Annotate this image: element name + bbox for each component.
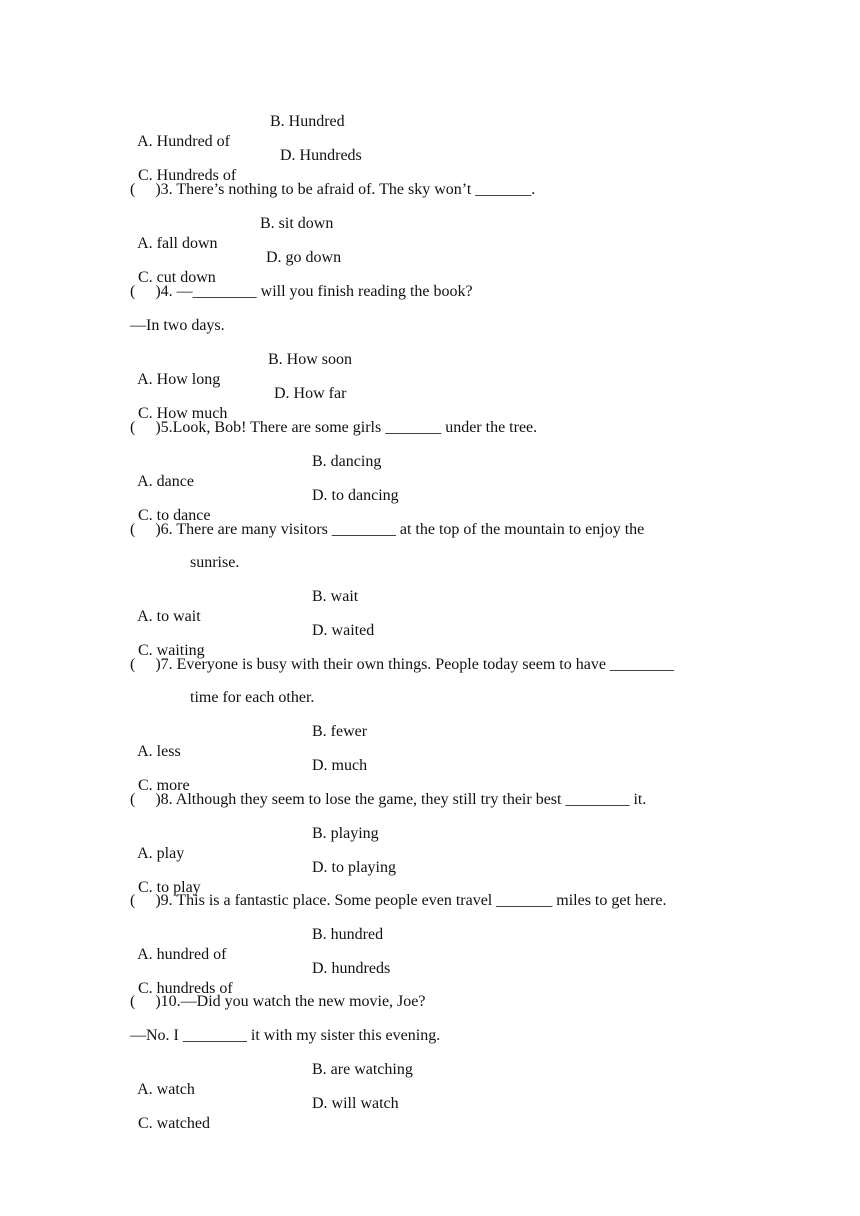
- option-b: B. fewer: [312, 723, 368, 740]
- option-a: A. watch: [137, 1081, 195, 1098]
- option-b: B. How soon: [268, 351, 353, 368]
- option-c: C. cut down: [138, 269, 216, 286]
- option-line: [130, 1094, 399, 1154]
- option-a: A. Hundred of: [137, 133, 230, 150]
- option-a: A. less: [137, 743, 181, 760]
- question-6: ( )6. There are many visitors ________ at the top of the mountain to enjoy the: [130, 521, 645, 538]
- option-c: C. How much: [138, 405, 228, 422]
- question-10: ( )10.—Did you watch the new movie, Joe?: [130, 993, 426, 1010]
- question-10-reply: —No. I ________ it with my sister this evening.: [130, 1027, 441, 1044]
- option-b: B. wait: [312, 588, 359, 605]
- option-c: C. more: [138, 777, 190, 794]
- option-d: D. to playing: [312, 859, 396, 876]
- question-5: ( )5.Look, Bob! There are some girls _______ under the tree.: [130, 419, 538, 436]
- question-7: ( )7. Everyone is busy with their own things. People today seem to have ________: [130, 656, 674, 673]
- option-d: D. How far: [274, 385, 347, 402]
- option-d: D. waited: [312, 622, 375, 639]
- option-a: A. play: [137, 845, 185, 862]
- option-d: D. much: [312, 757, 368, 774]
- question-6-continued: sunrise.: [190, 554, 240, 571]
- option-a: A. hundred of: [137, 946, 227, 963]
- option-c: C. hundreds of: [138, 980, 233, 997]
- question-8: ( )8. Although they seem to lose the game, they still try their best ________ it.: [130, 791, 647, 808]
- option-a: A. dance: [137, 473, 194, 490]
- option-b: B. playing: [312, 825, 379, 842]
- option-b: B. Hundred: [270, 113, 345, 130]
- option-c: C. waiting: [138, 642, 205, 659]
- option-d: D. to dancing: [312, 487, 399, 504]
- question-4-answer: —In two days.: [130, 317, 225, 334]
- option-c: C. watched: [138, 1115, 210, 1132]
- option-d: D. Hundreds: [280, 147, 362, 164]
- question-3: ( )3. There’s nothing to be afraid of. The sky won’t _______.: [130, 181, 536, 198]
- option-c: C. Hundreds of: [138, 167, 237, 184]
- option-b: B. dancing: [312, 453, 382, 470]
- question-4: ( )4. —________ will you finish reading the book?: [130, 283, 473, 300]
- question-9: ( )9. This is a fantastic place. Some people even travel _______ miles to get here.: [130, 892, 667, 909]
- option-a: A. fall down: [137, 235, 218, 252]
- option-d: D. go down: [266, 249, 342, 266]
- option-b: B. hundred: [312, 926, 384, 943]
- option-a: A. How long: [137, 371, 221, 388]
- option-b: B. sit down: [260, 215, 334, 232]
- option-d: D. hundreds: [312, 960, 391, 977]
- option-c: C. to dance: [138, 507, 211, 524]
- question-7-continued: time for each other.: [190, 689, 315, 706]
- option-b: B. are watching: [312, 1061, 413, 1078]
- option-a: A. to wait: [137, 608, 201, 625]
- option-c: C. to play: [138, 879, 201, 896]
- option-d: D. will watch: [312, 1095, 399, 1112]
